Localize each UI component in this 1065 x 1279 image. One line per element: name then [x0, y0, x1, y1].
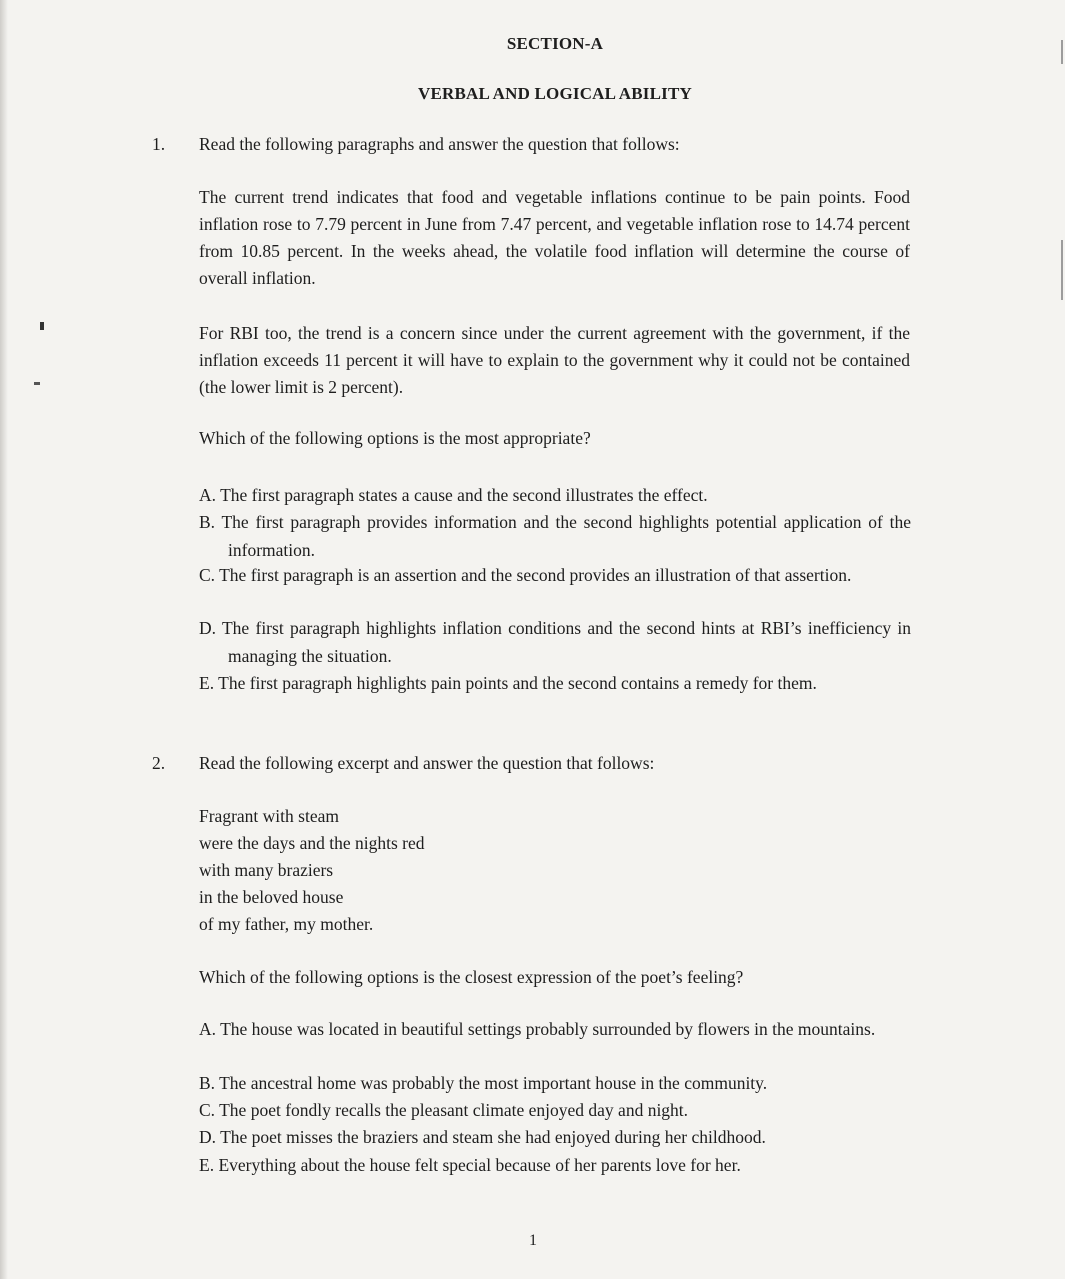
question-2-option-e[interactable]: E. Everything about the house felt special because of her parents love for her.	[199, 1155, 741, 1175]
poem-line: in the beloved house	[199, 887, 344, 907]
question-2-number: 2.	[152, 753, 166, 773]
question-1-option-b[interactable]: B. The first paragraph provides information and the second highlights potential application of the information.	[199, 512, 911, 560]
question-1-option-e[interactable]: E. The first paragraph highlights pain points and the second contains a remedy for them.	[199, 673, 817, 693]
scan-mark	[1061, 240, 1063, 300]
question-1-question: Which of the following options is the most appropriate?	[199, 428, 591, 448]
section-title: SECTION-A	[506, 34, 604, 53]
scan-mark	[34, 382, 40, 385]
question-2-option-d[interactable]: D. The poet misses the braziers and steam she had enjoyed during her childhood.	[199, 1127, 766, 1147]
question-2-question: Which of the following options is the closest expression of the poet’s feeling?	[199, 967, 744, 987]
question-2-poem	[199, 803, 424, 938]
scan-mark	[40, 322, 44, 330]
question-1-option-c[interactable]: C. The first paragraph is an assertion and the second provides an illustration of that assertion.	[199, 565, 852, 585]
poem-line: Fragrant with steam	[199, 806, 339, 826]
question-1-paragraph-1: The current trend indicates that food and vegetable inflations continue to be pain points. Food inflation rose to 7.79 percent in June from 7.47 percent, and vegetable inflation rose to 14.74 percent from 10.85 percent. In the weeks ahead, the volatile food inflation will determine the course of overall inflation.	[199, 187, 910, 288]
question-1-number: 1.	[152, 134, 166, 154]
poem-line: of my father, my mother.	[199, 914, 374, 934]
page-number: 1	[529, 1232, 537, 1249]
question-2-option-b[interactable]: B. The ancestral home was probably the most important house in the community.	[199, 1073, 768, 1093]
question-1-option-a[interactable]: A. The first paragraph states a cause and the second illustrates the effect.	[199, 485, 708, 505]
section-subtitle: VERBAL AND LOGICAL ABILITY	[418, 84, 692, 103]
question-1-prompt: Read the following paragraphs and answer the question that follows:	[199, 134, 680, 154]
question-2-option-c[interactable]: C. The poet fondly recalls the pleasant climate enjoyed day and night.	[199, 1100, 689, 1120]
poem-line: with many braziers	[199, 860, 334, 880]
question-1-option-d[interactable]: D. The first paragraph highlights inflation conditions and the second hints at RBI’s inefficiency in managing the situation.	[199, 618, 911, 666]
question-2-option-a[interactable]: A. The house was located in beautiful settings probably surrounded by flowers in the mountains.	[199, 1019, 876, 1039]
poem-line: were the days and the nights red	[199, 833, 425, 853]
question-2-prompt: Read the following excerpt and answer the question that follows:	[199, 753, 655, 773]
scan-edge-shadow	[0, 0, 8, 1279]
question-1-paragraph-2: For RBI too, the trend is a concern since under the current agreement with the government, if the inflation exceeds 11 percent it will have to explain to the government why it could not be contained (the lower limit is 2 percent).	[199, 323, 910, 397]
